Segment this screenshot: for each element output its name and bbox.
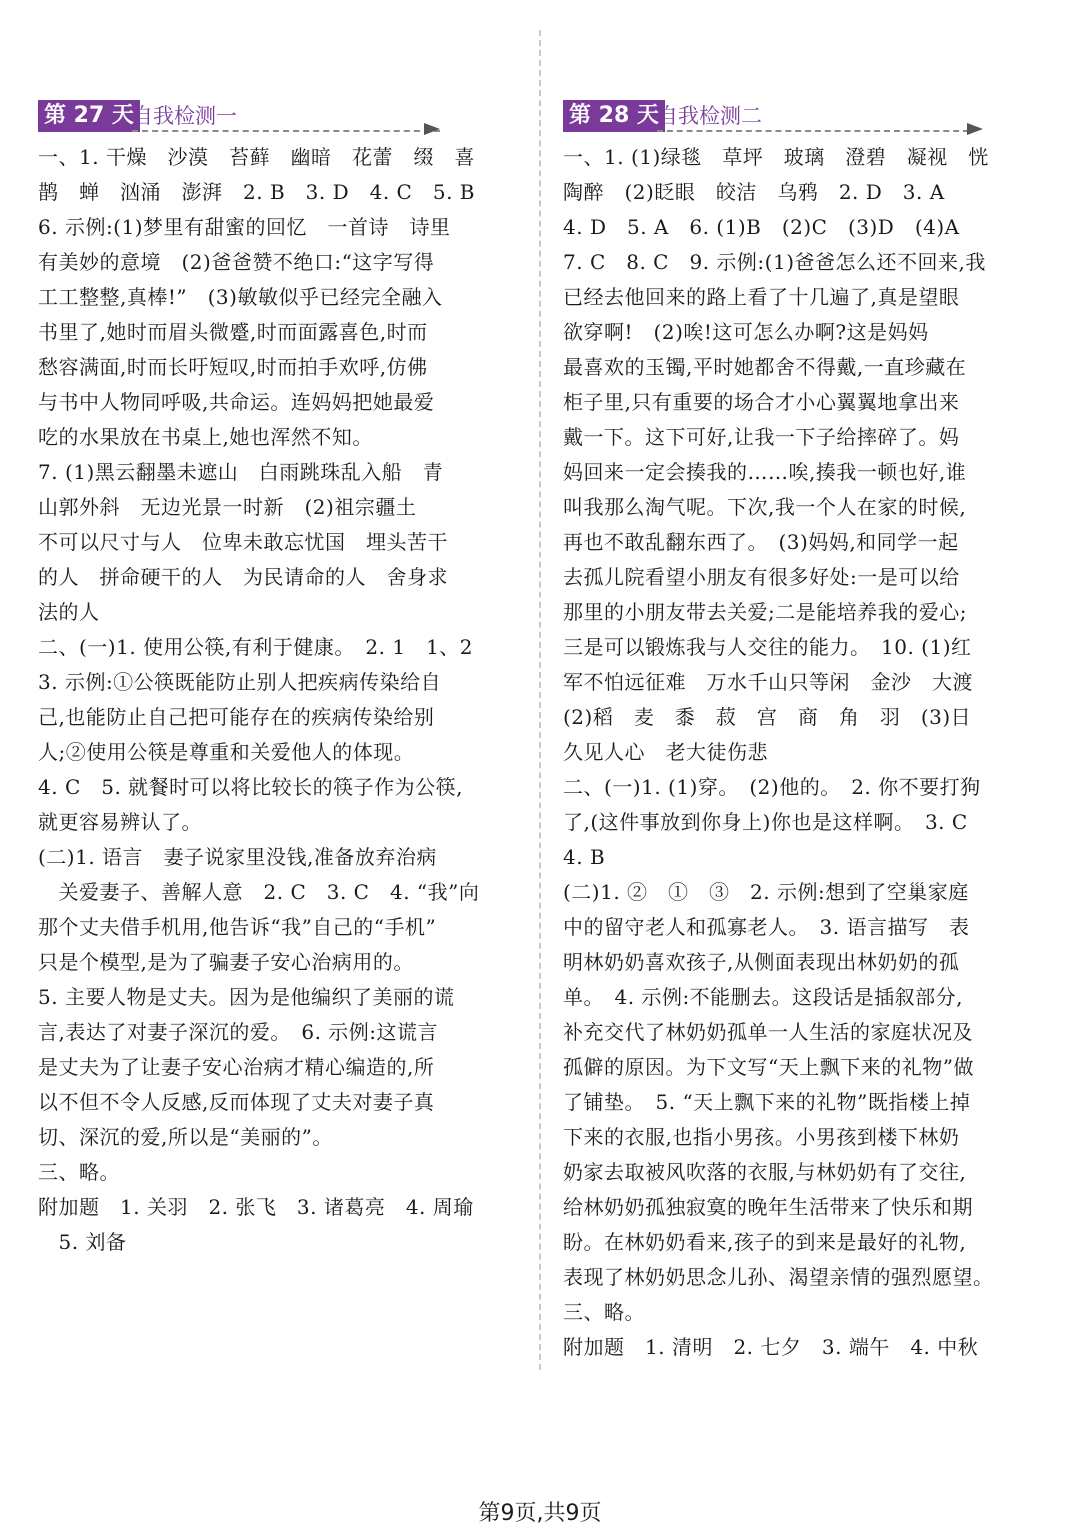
answer-line: 去孤儿院看望小朋友有很多好处:一是可以给: [563, 565, 960, 589]
answer-line: 吃的水果放在书桌上,她也浑然不知。: [38, 425, 373, 449]
header-dash-line: [657, 130, 969, 132]
answer-line: 只是个模型,是为了骗妻子安心治病用的。: [38, 950, 414, 974]
day-28-header: [563, 100, 1045, 134]
answer-line: 4. D 5. A 6. (1)B (2)C (3)D (4)A: [563, 215, 960, 239]
answer-line: 单。 4. 示例:不能删去。这段话是插叙部分,: [563, 985, 964, 1009]
answer-line: 妈回来一定会揍我的……唉,揍我一顿也好,谁: [563, 460, 967, 484]
answer-line: 5. 主要人物是丈夫。因为是他编织了美丽的谎: [38, 985, 455, 1009]
answer-line: 二、(一)1. 使用公筷,有利于健康。 2. 1 1、2: [38, 635, 474, 659]
answer-line: 的人 拼命硬干的人 为民请命的人 舍身求: [38, 565, 448, 589]
day-27-header: [38, 100, 520, 134]
answer-line: 以不但不令人反感,反而体现了丈夫对妻子真: [38, 1090, 435, 1114]
answer-line: 工工整整,真棒!” (3)敏敏似乎已经完全融入: [38, 285, 443, 309]
answer-line: 一、1. (1)绿毯 草坪 玻璃 澄碧 凝视 恍: [563, 145, 989, 169]
answer-line: 6. 示例:(1)梦里有甜蜜的回忆 一首诗 诗里: [38, 215, 451, 239]
day-27-answers: [38, 140, 520, 1260]
answer-line: 己,也能防止自己把可能存在的疾病传染给别: [38, 705, 435, 729]
answer-line: 愁容满面,时而长吁短叹,时而拍手欢呼,仿佛: [38, 355, 428, 379]
day-27-column: [38, 100, 520, 1260]
column-divider: [539, 30, 541, 1370]
answer-line: 已经去他回来的路上看了十几遍了,真是望眼: [563, 285, 960, 309]
answer-line: 附加题 1. 关羽 2. 张飞 3. 诸葛亮 4. 周瑜: [38, 1195, 474, 1219]
answer-line: 切、深沉的爱,所以是“美丽的”。: [38, 1125, 333, 1149]
answer-line: 久见人心 老大徒伤悲: [563, 740, 768, 764]
header-dash-line: [132, 130, 440, 132]
answer-line: 孤僻的原因。为下文写“天上飘下来的礼物”做: [563, 1055, 974, 1079]
answer-line: 盼。在林奶奶看来,孩子的到来是最好的礼物,: [563, 1230, 967, 1254]
answer-line: (二)1. 语言 妻子说家里没钱,准备放弃治病: [38, 845, 437, 869]
answer-line: 补充交代了林奶奶孤单一人生活的家庭状况及: [563, 1020, 973, 1044]
answer-line: 书里了,她时而眉头微蹙,时而面露喜色,时而: [38, 320, 428, 344]
answer-line: 言,表达了对妻子深沉的爱。 6. 示例:这谎言: [38, 1020, 439, 1044]
answer-line: 与书中人物同呼吸,共命运。连妈妈把她最爱: [38, 390, 435, 414]
header-arrow-icon: [424, 123, 440, 135]
answer-line: 戴一下。这下可好,让我一下子给摔碎了。妈: [563, 425, 960, 449]
day-27-badge: 第 27 天: [38, 100, 140, 132]
answer-line: 7. (1)黑云翻墨未遮山 白雨跳珠乱入船 青: [38, 460, 444, 484]
answer-line: 三、略。: [38, 1160, 120, 1184]
answer-line: 中的留守老人和孤寡老人。 3. 语言描写 表: [563, 915, 970, 939]
answer-line: 一、1. 干燥 沙漠 苔藓 幽暗 花蕾 缀 喜: [38, 145, 475, 169]
answer-line: 三、略。: [563, 1300, 645, 1324]
answer-line: 3. 示例:①公筷既能防止别人把疾病传染给自: [38, 670, 442, 694]
answer-line: 表现了林奶奶思念儿孙、渴望亲情的强烈愿望。: [563, 1265, 994, 1289]
answer-line: 那里的小朋友带去关爱;二是能培养我的爱心;: [563, 600, 967, 624]
day-27-title: 自我检测一: [132, 104, 237, 128]
answer-line: 陶醉 (2)眨眼 皎洁 乌鸦 2. D 3. A: [563, 180, 945, 204]
answer-line: 4. C 5. 就餐时可以将比较长的筷子作为公筷,: [38, 775, 464, 799]
answer-line: 三是可以锻炼我与人交往的能力。 10. (1)红: [563, 635, 972, 659]
answer-line: 人;②使用公筷是尊重和关爱他人的体现。: [38, 740, 415, 764]
answer-line: 明林奶奶喜欢孩子,从侧面表现出林奶奶的孤: [563, 950, 960, 974]
answer-line: 5. 刘备: [38, 1230, 127, 1254]
answer-line: 附加题 1. 清明 2. 七夕 3. 端午 4. 中秋: [563, 1335, 979, 1359]
answer-line: 法的人: [38, 600, 100, 624]
answer-line: 那个丈夫借手机用,他告诉“我”自己的“手机”: [38, 915, 437, 939]
answer-line: 不可以尺寸与人 位卑未敢忘忧国 埋头苦干: [38, 530, 448, 554]
answer-line: 欲穿啊! (2)唉!这可怎么办啊?这是妈妈: [563, 320, 929, 344]
page-number: 第9页,共9页: [478, 1501, 602, 1526]
answer-line: 关爱妻子、善解人意 2. C 3. C 4. “我”向: [38, 880, 480, 904]
answer-line: (2)稻 麦 黍 菽 宫 商 角 羽 (3)日: [563, 705, 972, 729]
answer-line: 是丈夫为了让妻子安心治病才精心编造的,所: [38, 1055, 435, 1079]
answer-line: 柜子里,只有重要的场合才小心翼翼地拿出来: [563, 390, 960, 414]
day-28-badge: 第 28 天: [563, 100, 665, 132]
day-28-title: 自我检测二: [657, 104, 762, 128]
answer-line: 7. C 8. C 9. 示例:(1)爸爸怎么还不回来,我: [563, 250, 986, 274]
header-arrow-icon: [967, 123, 983, 135]
answer-line: (二)1. ② ① ③ 2. 示例:想到了空巢家庭: [563, 880, 969, 904]
answer-line: 二、(一)1. (1)穿。 (2)他的。 2. 你不要打狗: [563, 775, 981, 799]
answer-line: 了,(这件事放到你身上)你也是这样啊。 3. C: [563, 810, 968, 834]
answer-line: 下来的衣服,也指小男孩。小男孩到楼下林奶: [563, 1125, 960, 1149]
day-28-answers: [563, 140, 1045, 1365]
answer-line: 最喜欢的玉镯,平时她都舍不得戴,一直珍藏在: [563, 355, 967, 379]
answer-line: 军不怕远征难 万水千山只等闲 金沙 大渡: [563, 670, 973, 694]
answer-line: 4. B: [563, 845, 606, 869]
answer-line: 了铺垫。 5. “天上飘下来的礼物”既指楼上掉: [563, 1090, 971, 1114]
answer-line: 奶家去取被风吹落的衣服,与林奶奶有了交往,: [563, 1160, 967, 1184]
answer-line: 给林奶奶孤独寂寞的晚年生活带来了快乐和期: [563, 1195, 973, 1219]
answer-line: 叫我那么淘气呢。下次,我一个人在家的时候,: [563, 495, 967, 519]
answer-line: 就更容易辨认了。: [38, 810, 202, 834]
answer-line: 有美妙的意境 (2)爸爸赞不绝口:“这字写得: [38, 250, 435, 274]
answer-line: 再也不敢乱翻东西了。 (3)妈妈,和同学一起: [563, 530, 959, 554]
answer-line: 山郭外斜 无边光景一时新 (2)祖宗疆土: [38, 495, 417, 519]
day-28-column: [563, 100, 1045, 1365]
answer-line: 鹊 蝉 汹涌 澎湃 2. B 3. D 4. C 5. B: [38, 180, 475, 204]
